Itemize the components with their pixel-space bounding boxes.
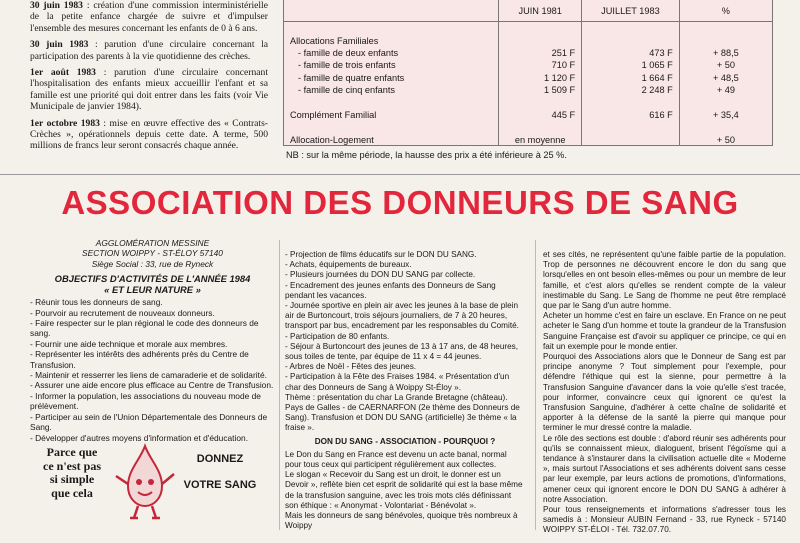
percent-cell: + 35,4: [679, 109, 772, 121]
row-label: [284, 22, 499, 35]
slogan-line: Parce que: [46, 445, 98, 459]
column-rule: [535, 240, 536, 530]
table-header: JUIN 1981: [499, 0, 582, 22]
table-row: [284, 96, 772, 108]
juillet-1983-cell: 473 F: [582, 47, 680, 59]
table-row: [284, 84, 772, 96]
objective-item: - Développer d'autres moyens d'information et d'éducation.: [30, 432, 249, 443]
percent-cell: [679, 121, 772, 133]
pourquoi-text: [285, 450, 525, 532]
percent-cell: [679, 22, 772, 35]
objective-item: - Pourvoir au recrutement de nouveaux donneurs.: [30, 307, 215, 318]
juin-1981-cell: 445 F: [499, 109, 582, 121]
table-row: [284, 22, 772, 35]
juillet-1983-cell: [582, 22, 680, 35]
paragraph: Mais les donneurs de sang bénévoles, quoique très nombreux à Woippy: [285, 511, 518, 531]
section-subtitle: DON DU SANG - ASSOCIATION - POURQUOI ?: [314, 436, 496, 446]
objective-item: - Fournir une aide technique et morale aux membres.: [30, 338, 228, 349]
table-row: [284, 47, 772, 59]
objectives-subtitle: « ET LEUR NATURE »: [104, 284, 201, 296]
table-row: [284, 34, 772, 46]
objective-item: - Réunir tous les donneurs de sang.: [30, 297, 163, 308]
column-rule: [279, 240, 280, 530]
activity-item: - Plusieurs journées du DON DU SANG par collecte.: [285, 270, 476, 280]
juillet-1983-cell: [582, 34, 680, 46]
allocations-table: [284, 0, 772, 146]
table-header-row: [284, 0, 772, 22]
objective-item: - Représenter les intérêts des adhérents près du Centre de Transfusion.: [30, 349, 249, 370]
juin-1981-cell: [499, 121, 582, 133]
paragraph: Le slogan « Recevoir du Sang est un droit, le donner est un Devoir », reflète bien cet esprit de solidarité qui est la base même de la transfusion sanguine, avec les trois mots clés définissant son éthique : « Anonymat - Volontariat - Bénévolat ».: [285, 470, 523, 510]
activity-item: - Séjour à Burtoncourt des jeunes de 13 à 17 ans, de 48 heures, sous toiles de tente, par équipe de 11 x 4 = 44 jeunes.: [285, 341, 519, 362]
activity-item: - Arbres de Noël - Fêtes des jeunes.: [285, 362, 417, 372]
paragraph: Acheter un homme c'est en faire un esclave. En France on ne peut acheter le Sang d'un homme et toute la grandeur de la Transfusion Sanguine Française est d'avoir su appliquer ce principe, ce qui en fait un exemple pour le monde entier.: [543, 311, 786, 351]
entry-date: 30 juin 1983: [30, 39, 89, 51]
slogan-line: que cela: [51, 485, 93, 500]
activity-item: - Projection de films éducatifs sur le DON DU SANG.: [285, 250, 477, 259]
activity-item: - Participation à la Fête des Fraises 1984. « Présentation d'un char des Donneurs de Sang à Woippy St-Éloy ».: [285, 372, 510, 392]
juillet-1983-cell: [582, 134, 680, 146]
row-label: - famille de quatre enfants: [298, 72, 405, 83]
activities-column: [285, 250, 525, 531]
activity-item: Thème : présentation du char La Grande Bretagne (château).: [285, 392, 508, 402]
entry-date: 1er octobre 1983: [30, 117, 100, 129]
row-label: [284, 121, 499, 133]
row-label: Complément Familial: [290, 109, 377, 120]
percent-cell: + 49: [679, 84, 772, 96]
chronology-column: [30, 0, 268, 157]
table-row: [284, 121, 772, 133]
table-row: [284, 72, 772, 84]
donnez-callout: [178, 452, 262, 492]
percent-cell: + 88,5: [679, 47, 772, 59]
activity-item: - Journée sportive en plein air avec les jeunes à la base de plein air de Burtoncourt, trois séjours journaliers, de 7 à 20 heures, transport par bus, encadrement par les responsables du Comité.: [285, 301, 519, 331]
blood-drop-mascot-icon: [110, 440, 180, 520]
entry-text: : mise en œuvre effective des « Contrats-Crèches », opérationnels depuis cette date. A terme, 500 millions de francs leur seront consacrés chaque année.: [30, 117, 268, 152]
table-row: [284, 134, 772, 146]
juillet-1983-cell: 1 065 F: [582, 59, 680, 71]
juin-1981-cell: 251 F: [499, 47, 582, 59]
juin-1981-cell: 710 F: [499, 59, 582, 71]
percent-cell: [679, 34, 772, 46]
slogan: [32, 446, 112, 500]
objective-item: - Faire respecter sur le plan régional le code des donneurs de sang.: [30, 318, 259, 339]
entry-text: : parution d'une circulaire concernant l'hospitalisation des enfants mieux accueillir l'enfant et sa famille est une priorité qui doit entrer dans les faits (voir Vie Municipale de janvier 1984).: [30, 67, 268, 113]
table-note: NB : sur la même période, la hausse des prix a été inférieure à 25 %.: [286, 150, 567, 160]
activity-item: Pays de Galles - de CAERNARFON (2e thème des Donneurs de Sang). Transfusion et DON DU SANG (artificielle) 3e thème « la fraise ».: [285, 403, 520, 433]
entry-date: 1er août 1983: [30, 67, 96, 79]
juillet-1983-cell: 616 F: [582, 109, 680, 121]
section-divider: [0, 174, 800, 175]
body-text-column: [543, 250, 786, 536]
slogan-line: si simple: [49, 472, 95, 486]
percent-cell: + 50: [679, 59, 772, 71]
row-label: - famille de trois enfants: [298, 60, 396, 71]
chronology-entry: [30, 118, 268, 152]
row-label: - famille de deux enfants: [298, 47, 399, 58]
juillet-1983-cell: [582, 96, 680, 108]
page-headline: ASSOCIATION DES DONNEURS DE SANG: [61, 184, 739, 221]
allocations-table-box: [283, 0, 773, 146]
body-paragraphs: [543, 250, 786, 536]
objective-item: - Maintenir et resserrer les liens de camaraderie et de solidarité.: [30, 370, 267, 381]
objectives-title-line: OBJECTIFS D'ACTIVITÉS DE L'ANNÉE 1984: [54, 273, 251, 285]
activity-item: - Achats, équipements de bureaux.: [285, 260, 412, 270]
entry-text: : création d'une commission interministérielle de la petite enfance chargée de suivre et d'impulser l'ensemble des mesures concernant les enfants de 0 à 6 ans.: [30, 0, 268, 34]
donnez-line: DONNEZ: [196, 453, 244, 465]
chronology-entry: [30, 0, 268, 34]
activity-item: - Encadrement des jeunes enfants des Donneurs de Sang pendant les vacances.: [285, 280, 496, 300]
table-row: [284, 59, 772, 71]
row-label: Allocations Familiales: [290, 35, 379, 46]
objectives-list: [30, 297, 275, 443]
donnez-line: VOTRE SANG: [183, 479, 257, 491]
objective-item: - Informer la population, les associations du nouveau mode de prélèvement.: [30, 390, 261, 412]
objectives-column: [30, 238, 275, 443]
juin-1981-cell: [499, 34, 582, 46]
entry-text: : parution d'une circulaire concernant la participation des parents à la vie quotidienne des crèches.: [30, 39, 268, 62]
org-name: AGGLOMÉRATION MESSINE: [95, 238, 210, 248]
row-label: [284, 96, 499, 108]
chronology-entry: [30, 39, 268, 62]
row-label: Allocation-Logement: [290, 134, 374, 145]
juin-1981-cell: [499, 96, 582, 108]
table-header: [284, 0, 499, 22]
slogan-line: ce n'est pas: [43, 458, 101, 473]
paragraph: Le Don du Sang en France est devenu un acte banal, normal pour tous ceux qui participent régulièrement aux collectes.: [285, 449, 507, 470]
juin-1981-cell: en moyenne: [499, 134, 582, 146]
table-row: [284, 109, 772, 121]
paragraph: et ses cités, ne représentent qu'une faible partie de la population. Trop de personnes ne découvrent encore le don du sang que lorsqu'elles en ont besoin elles-mêmes ou pour un membre de leur famille, et c'est alors qu'elles se rendent compte de la valeur inestimable du Sang. Le Sang de l'homme ne peut être remplacé que par le Sang d'un autre homme.: [543, 250, 786, 311]
percent-cell: + 48,5: [679, 72, 772, 84]
paragraph: Pour tous renseignements et informations s'adresser tous les samedis à : Monsieur AUBIN Fernand - 33, rue Ryneck - 57140 WOIPPY ST-ÉLOI - Tél. 732.07.70.: [543, 505, 786, 535]
table-header: %: [679, 0, 772, 22]
paragraph: Pourquoi des Associations alors que le Donneur de Sang est par principe anonyme ? Tout simplement pour l'exemple, pour défendre l'éthique qui est la sienne, pour permettre à la Transfusion Sanguine d'avancer dans la voie qu'elle s'est tracée, pour informer, convaincre ceux qui ignorent ce qu'est la Transfusion Sanguine, d'adhérer à cette chaîne de solidarité et apporter à la défense de la santé la pierre qui manque pour terminer le mur dressé contre la maladie.: [543, 352, 786, 433]
juillet-1983-cell: [582, 121, 680, 133]
row-label: - famille de cinq enfants: [298, 85, 396, 96]
objectives-title: [30, 273, 275, 295]
section-name: SECTION WOIPPY - ST-ÉLOY 57140: [82, 248, 223, 259]
entry-date: 30 juin 1983: [30, 0, 83, 11]
chronology-entry: [30, 67, 268, 113]
juillet-1983-cell: 1 664 F: [582, 72, 680, 84]
objective-item: - Assurer une aide encore plus efficace au Centre de Transfusion.: [30, 380, 274, 391]
siege-address: Siège Social : 33, rue de Ryneck: [91, 258, 214, 269]
activities-list: [285, 250, 525, 434]
juin-1981-cell: 1 509 F: [499, 84, 582, 96]
objective-item: - Participer au sein de l'Union Départementale des Donneurs de Sang.: [30, 411, 268, 433]
percent-cell: [679, 96, 772, 108]
activity-item: - Participation de 80 enfants.: [285, 331, 390, 341]
juin-1981-cell: 1 120 F: [499, 72, 582, 84]
table-header: JUILLET 1983: [582, 0, 680, 22]
juillet-1983-cell: 2 248 F: [582, 84, 680, 96]
juin-1981-cell: [499, 22, 582, 35]
paragraph: Le rôle des sections est double : d'abord réunir ses adhérents pour qu'ils se connaissent mieux, dialoguent, brisent l'égoïsme qui a tendance à s'instaurer dans la civilisation actuelle dite « Moderne », mais surtout l'Associations et ses adhérents doivent sans cesse par leur exemple, par leurs actions de promotions, d'informations, amener ceux qui ignorent encore le DON DU SANG à adhérer à notre Association.: [543, 433, 786, 504]
percent-cell: + 50: [679, 134, 772, 146]
